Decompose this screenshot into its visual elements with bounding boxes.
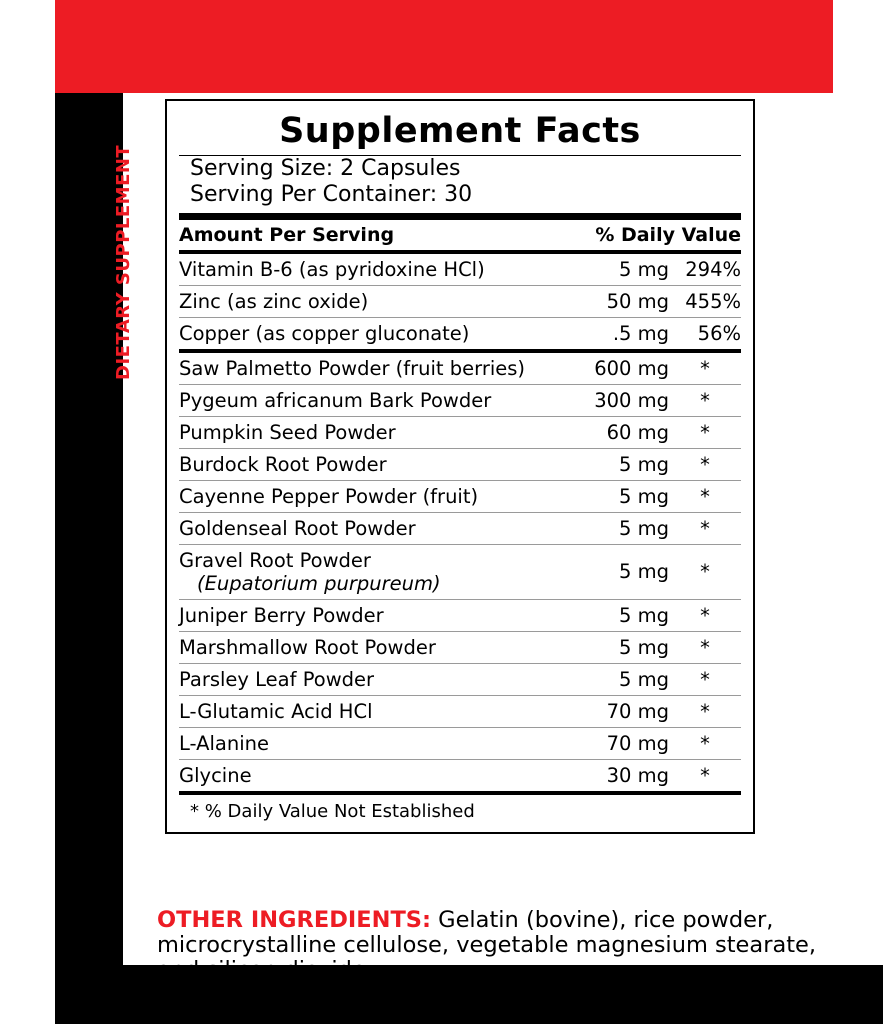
nutrient-amount: 5 mg [574,254,669,286]
header-daily-value: % Daily Value [595,223,741,246]
ingredient-amount: 5 mg [574,448,669,480]
nutrient-name: Copper (as copper gluconate) [179,321,470,345]
red-header-banner [55,0,833,93]
ingredient-dv: * [669,599,741,631]
ingredient-amount: 5 mg [574,663,669,695]
ingredient-dv: * [700,763,710,787]
serving-size: Serving Size: 2 Capsules [190,156,461,181]
ingredient-amount: 5 mg [574,599,669,631]
table-row [179,254,741,286]
ingredient-dv: * [669,353,741,385]
nutrient-dv: 294% [669,254,741,286]
nutrient-amount: .5 mg [612,321,669,345]
ingredient-name: Marshmallow Root Powder [179,631,574,663]
table-row [179,416,741,448]
ingredient-dv: * [669,663,741,695]
ingredient-name: Gravel Root Powder [179,548,371,572]
thick-divider-top [179,213,741,220]
table-row [179,695,741,727]
table-row [179,512,741,544]
nutrient-name: Vitamin B-6 (as pyridoxine HCl) [179,254,574,286]
ingredient-name: Juniper Berry Powder [179,599,574,631]
table-row [179,544,741,599]
supplement-facts-panel [165,99,755,834]
ingredient-name: Parsley Leaf Powder [179,663,574,695]
ingredient-amount: 300 mg [574,384,669,416]
ingredient-dv: * [669,695,741,727]
ingredient-dv: * [669,727,741,759]
table-row [179,599,741,631]
ingredient-name-gravel-root [179,544,574,599]
other-ingredients-text: Gelatin (bovine), rice powder, microcrystalline cellulose, vegetable magnesium stearate, and silicon dioxide. [157,907,817,984]
other-ingredients-heading: OTHER INGREDIENTS: [157,907,431,933]
ingredient-dv: * [669,448,741,480]
table-row [179,663,741,695]
ingredient-name: L-Glutamic Acid HCl [179,695,574,727]
ingredient-dv: * [669,544,741,599]
ingredient-dv: * [669,512,741,544]
ingredient-amount: 60 mg [574,416,669,448]
ingredient-amount: 5 mg [574,480,669,512]
ingredient-dv: * [669,480,741,512]
ingredient-amount: 600 mg [574,353,669,385]
ingredient-name: Goldenseal Root Powder [179,512,574,544]
ingredient-amount: 5 mg [574,631,669,663]
ingredient-dv: * [669,416,741,448]
table-header-row [179,220,741,250]
nutrient-amount: 50 mg [574,285,669,317]
ingredient-name: L-Alanine [179,727,574,759]
header-amount-per-serving: Amount Per Serving [179,223,395,246]
table-row [179,727,741,759]
ingredient-name: Burdock Root Powder [179,448,574,480]
nutrient-dv: 455% [669,285,741,317]
table-row [179,631,741,663]
table-row [179,448,741,480]
ingredient-name: Saw Palmetto Powder (fruit berries) [179,353,574,385]
ingredient-amount: 30 mg [606,763,669,787]
table-row [179,353,741,385]
table-row [179,317,741,349]
supplement-facts-table [179,220,741,250]
ingredient-dv: * [669,631,741,663]
ingredient-amount: 70 mg [574,695,669,727]
non-gmo-formula: Non-GMO Formula [343,975,591,1006]
table-row [179,384,741,416]
ingredient-dv: * [669,384,741,416]
table-row [179,759,741,791]
nutrient-name: Zinc (as zinc oxide) [179,285,574,317]
ingredient-amount: 5 mg [574,544,669,599]
ingredient-name: Pumpkin Seed Powder [179,416,574,448]
ingredient-amount: 70 mg [574,727,669,759]
other-ingredients [157,908,857,984]
servings-per-container: Serving Per Container: 30 [190,181,473,207]
ingredient-name: Glycine [179,763,252,787]
ingredient-name: Cayenne Pepper Powder (fruit) [179,480,574,512]
herbal-blend-table [179,353,741,791]
table-row [179,285,741,317]
vitamins-table [179,254,741,349]
dietary-supplement-vertical-text: DIETARY SUPPLEMENT [113,144,134,380]
ingredient-latin-name: (Eupatorium purpureum) [197,571,441,595]
ingredient-amount: 5 mg [574,512,669,544]
table-row [179,480,741,512]
daily-value-footnote: * % Daily Value Not Established [190,800,475,822]
ingredient-name: Pygeum africanum Bark Powder [179,384,574,416]
nutrient-dv: 56% [697,321,741,345]
supplement-facts-title: Supplement Facts [279,111,641,151]
header-spacer [500,220,595,250]
